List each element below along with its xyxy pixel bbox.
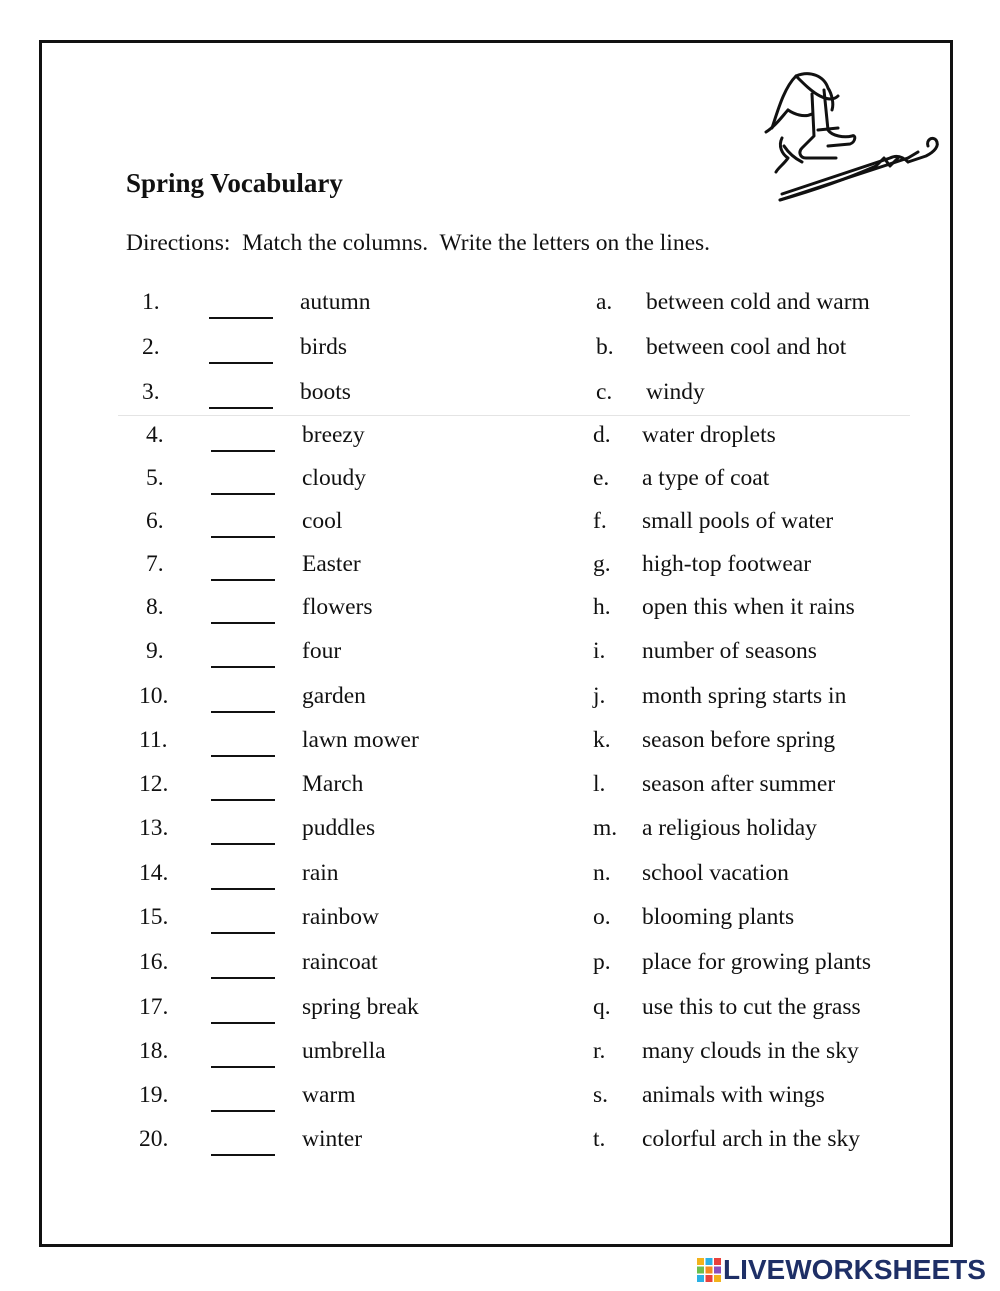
vocabulary-word: rainbow (302, 904, 380, 930)
definition-letter: i. (593, 638, 606, 664)
definition-letter: q. (593, 994, 611, 1020)
vocabulary-word: spring break (302, 994, 419, 1020)
definition-letter: f. (593, 508, 607, 534)
item-number: 15. (139, 904, 169, 930)
definition-text: between cold and warm (646, 289, 870, 315)
branding-text: LIVEWORKSHEETS (723, 1254, 986, 1285)
definition-letter: e. (593, 465, 610, 491)
answer-blank[interactable] (211, 1022, 275, 1024)
vocabulary-word: winter (302, 1126, 363, 1152)
definition-text: small pools of water (642, 508, 834, 534)
definition-text: colorful arch in the sky (642, 1126, 860, 1152)
vocabulary-word: Easter (302, 551, 361, 577)
answer-blank[interactable] (211, 932, 275, 934)
answer-blank[interactable] (211, 799, 275, 801)
definition-text: blooming plants (642, 904, 795, 930)
definition-letter: d. (593, 422, 611, 448)
vocabulary-word: autumn (300, 289, 371, 315)
answer-blank[interactable] (211, 888, 275, 890)
vocabulary-word: garden (302, 683, 366, 709)
vocabulary-word: cloudy (302, 465, 366, 491)
item-number: 8. (146, 594, 164, 620)
definition-text: use this to cut the grass (642, 994, 861, 1020)
answer-blank[interactable] (211, 711, 275, 713)
directions-text: Directions: Match the columns. Write the letters on the lines. (126, 230, 711, 256)
definition-text: school vacation (642, 860, 789, 886)
definition-letter: j. (593, 683, 606, 709)
vocabulary-word: rain (302, 860, 339, 886)
item-number: 13. (139, 815, 169, 841)
answer-blank[interactable] (209, 362, 273, 364)
item-number: 2. (142, 334, 160, 360)
definition-letter: h. (593, 594, 611, 620)
definition-text: month spring starts in (642, 683, 847, 709)
definition-letter: s. (593, 1082, 609, 1108)
definition-text: a type of coat (642, 465, 770, 491)
definition-text: a religious holiday (642, 815, 817, 841)
item-number: 3. (142, 379, 160, 405)
definition-letter: m. (593, 815, 618, 841)
answer-blank[interactable] (211, 579, 275, 581)
liveworksheets-logo-icon (696, 1257, 722, 1283)
item-number: 4. (146, 422, 164, 448)
answer-blank[interactable] (211, 666, 275, 668)
definition-text: place for growing plants (642, 949, 872, 975)
answer-blank[interactable] (211, 843, 275, 845)
definition-letter: g. (593, 551, 611, 577)
vocabulary-word: four (302, 638, 342, 664)
answer-blank[interactable] (211, 493, 275, 495)
vocabulary-word: March (302, 771, 364, 797)
rain-gear-icon (758, 66, 950, 206)
item-number: 6. (146, 508, 164, 534)
answer-blank[interactable] (211, 622, 275, 624)
item-number: 18. (139, 1038, 169, 1064)
answer-blank[interactable] (211, 450, 275, 452)
definition-letter: k. (593, 727, 611, 753)
vocabulary-word: boots (300, 379, 351, 405)
worksheet-title: Spring Vocabulary (126, 168, 343, 198)
definition-text: open this when it rains (642, 594, 855, 620)
answer-blank[interactable] (211, 977, 275, 979)
branding (696, 1253, 996, 1287)
vocabulary-word: warm (302, 1082, 356, 1108)
item-number: 14. (139, 860, 169, 886)
definition-text: between cool and hot (646, 334, 847, 360)
item-number: 10. (139, 683, 169, 709)
definition-text: season after summer (642, 771, 836, 797)
definition-letter: l. (593, 771, 606, 797)
answer-blank[interactable] (211, 1110, 275, 1112)
answer-blank[interactable] (211, 536, 275, 538)
definition-letter: c. (596, 379, 613, 405)
definition-letter: r. (593, 1038, 606, 1064)
answer-blank[interactable] (211, 1066, 275, 1068)
definition-text: season before spring (642, 727, 836, 753)
definition-letter: n. (593, 860, 611, 886)
answer-blank[interactable] (211, 1154, 275, 1156)
vocabulary-word: puddles (302, 815, 376, 841)
definition-text: windy (646, 379, 705, 405)
item-number: 17. (139, 994, 169, 1020)
vocabulary-word: breezy (302, 422, 365, 448)
definition-letter: b. (596, 334, 614, 360)
definition-text: many clouds in the sky (642, 1038, 859, 1064)
vocabulary-word: umbrella (302, 1038, 386, 1064)
definition-letter: p. (593, 949, 611, 975)
item-number: 12. (139, 771, 169, 797)
vocabulary-word: cool (302, 508, 343, 534)
item-number: 19. (139, 1082, 169, 1108)
divider-line (118, 415, 910, 416)
item-number: 9. (146, 638, 164, 664)
vocabulary-word: lawn mower (302, 727, 419, 753)
definition-letter: a. (596, 289, 613, 315)
vocabulary-word: raincoat (302, 949, 378, 975)
definition-text: number of seasons (642, 638, 817, 664)
definition-letter: o. (593, 904, 611, 930)
answer-blank[interactable] (209, 317, 273, 319)
item-number: 11. (139, 727, 168, 753)
definition-text: high-top footwear (642, 551, 812, 577)
vocabulary-word: flowers (302, 594, 373, 620)
answer-blank[interactable] (211, 755, 275, 757)
item-number: 7. (146, 551, 164, 577)
definition-text: animals with wings (642, 1082, 825, 1108)
definition-text: water droplets (642, 422, 776, 448)
definition-letter: t. (593, 1126, 606, 1152)
vocabulary-word: birds (300, 334, 347, 360)
item-number: 20. (139, 1126, 169, 1152)
item-number: 16. (139, 949, 169, 975)
item-number: 1. (142, 289, 160, 315)
answer-blank[interactable] (209, 407, 273, 409)
item-number: 5. (146, 465, 164, 491)
